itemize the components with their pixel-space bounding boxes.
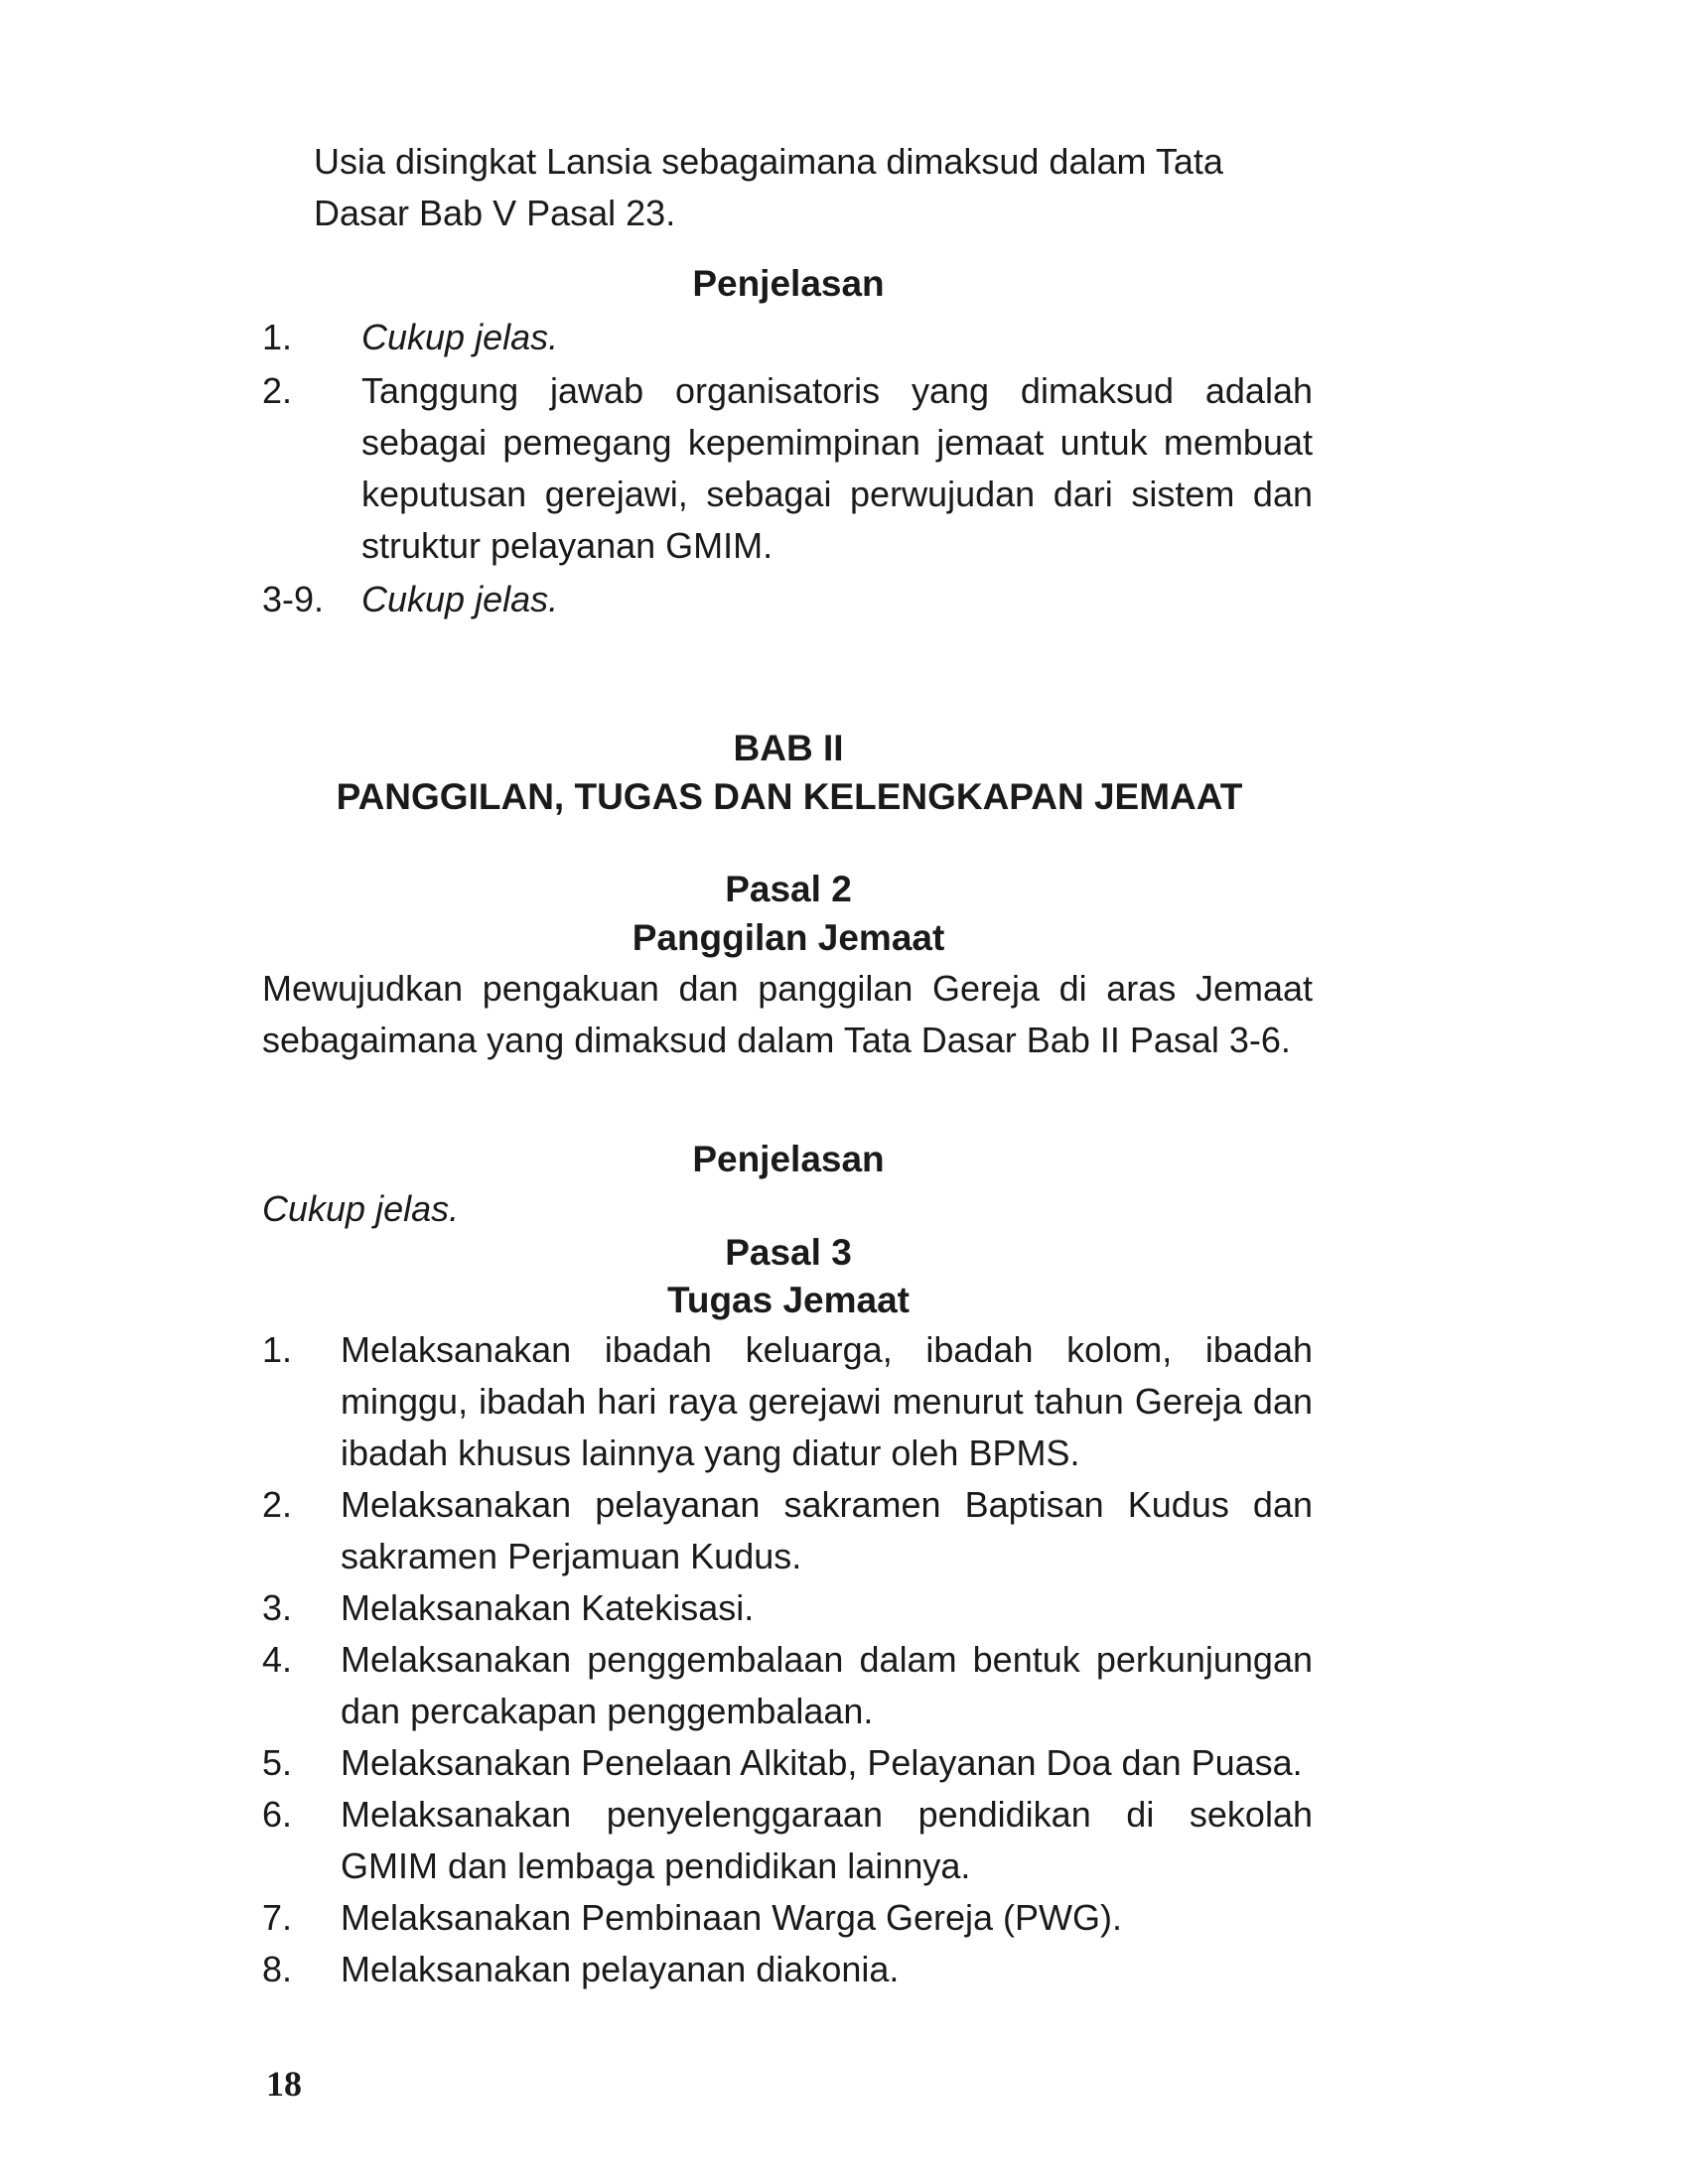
pasal-2-number: Pasal 2 [725, 869, 852, 909]
list-item-text: Cukup jelas. [361, 579, 559, 619]
penjelasan-2-text: Cukup jelas. [262, 1188, 460, 1229]
list-item-number: 4. [262, 1639, 293, 1680]
penjelasan-heading-2: Penjelasan [692, 1139, 885, 1179]
list-item [262, 1479, 1313, 1582]
list-item-number: 3-9. [262, 579, 325, 619]
pasal-2-title: Panggilan Jemaat [632, 917, 945, 958]
list-item-text: Melaksanakan ibadah keluarga, ibadah kolom, ibadah minggu, ibadah hari raya gerejawi menurut tahun Gereja dan ibadah khusus lainnya yang diatur oleh BPMS. [341, 1329, 1313, 1473]
chapter-title: PANGGILAN, TUGAS DAN KELENGKAPAN JEMAAT [336, 776, 1243, 817]
list-item [262, 1789, 1313, 1892]
list-item-text: Melaksanakan penggembalaan dalam bentuk perkunjungan dan percakapan penggembalaan. [341, 1639, 1313, 1731]
pasal-2-paragraph: Mewujudkan pengakuan dan panggilan Gereja di aras Jemaat sebagaimana yang dimaksud dalam Tata Dasar Bab II Pasal 3-6. [262, 968, 1313, 1060]
pasal-3-number: Pasal 3 [725, 1232, 852, 1273]
list-item-number: 8. [262, 1949, 293, 1989]
list-item-text: Melaksanakan pelayanan sakramen Baptisan Kudus dan sakramen Perjamuan Kudus. [341, 1484, 1313, 1576]
list-item-text: Melaksanakan Pembinaan Warga Gereja (PWG). [341, 1897, 1122, 1938]
tugas-jemaat-list [262, 1324, 1313, 1995]
list-item-text: Melaksanakan pelayanan diakonia. [341, 1949, 900, 1989]
penjelasan-list-1 [262, 312, 1313, 625]
list-item-text: Melaksanakan Katekisasi. [341, 1587, 755, 1628]
list-item-number: 1. [262, 1329, 293, 1370]
penjelasan-heading-1: Penjelasan [692, 263, 885, 304]
list-item [262, 1944, 1313, 1995]
list-item-number: 1. [262, 317, 293, 357]
list-item [262, 574, 1313, 625]
list-item-text: Tanggung jawab organisatoris yang dimaksud adalah sebagai pemegang kepemimpinan jemaat untuk membuat keputusan gerejawi, sebagai perwujudan dari sistem dan struktur pelayanan GMIM. [361, 370, 1313, 566]
list-item-number: 6. [262, 1794, 293, 1835]
list-item [262, 1324, 1313, 1479]
list-item-number: 7. [262, 1897, 293, 1938]
list-item-number: 5. [262, 1742, 293, 1783]
list-item [262, 365, 1313, 572]
intro-paragraph: Usia disingkat Lansia sebagaimana dimaksud dalam Tata Dasar Bab V Pasal 23. [314, 141, 1223, 233]
list-item [262, 1582, 1313, 1634]
list-item-number: 2. [262, 370, 293, 411]
list-item [262, 1892, 1313, 1944]
list-item [262, 312, 1313, 363]
list-item-text: Melaksanakan penyelenggaraan pendidikan di sekolah GMIM dan lembaga pendidikan lainnya. [341, 1794, 1313, 1886]
list-item-number: 2. [262, 1484, 293, 1525]
list-item [262, 1737, 1313, 1789]
page-number: 18 [266, 2064, 302, 2104]
chapter-number: BAB II [733, 728, 844, 768]
pasal-3-title: Tugas Jemaat [666, 1280, 911, 1320]
list-item [262, 1634, 1313, 1737]
list-item-text: Melaksanakan Penelaan Alkitab, Pelayanan Doa dan Puasa. [341, 1742, 1303, 1783]
list-item-text: Cukup jelas. [361, 317, 559, 357]
list-item-number: 3. [262, 1587, 293, 1628]
